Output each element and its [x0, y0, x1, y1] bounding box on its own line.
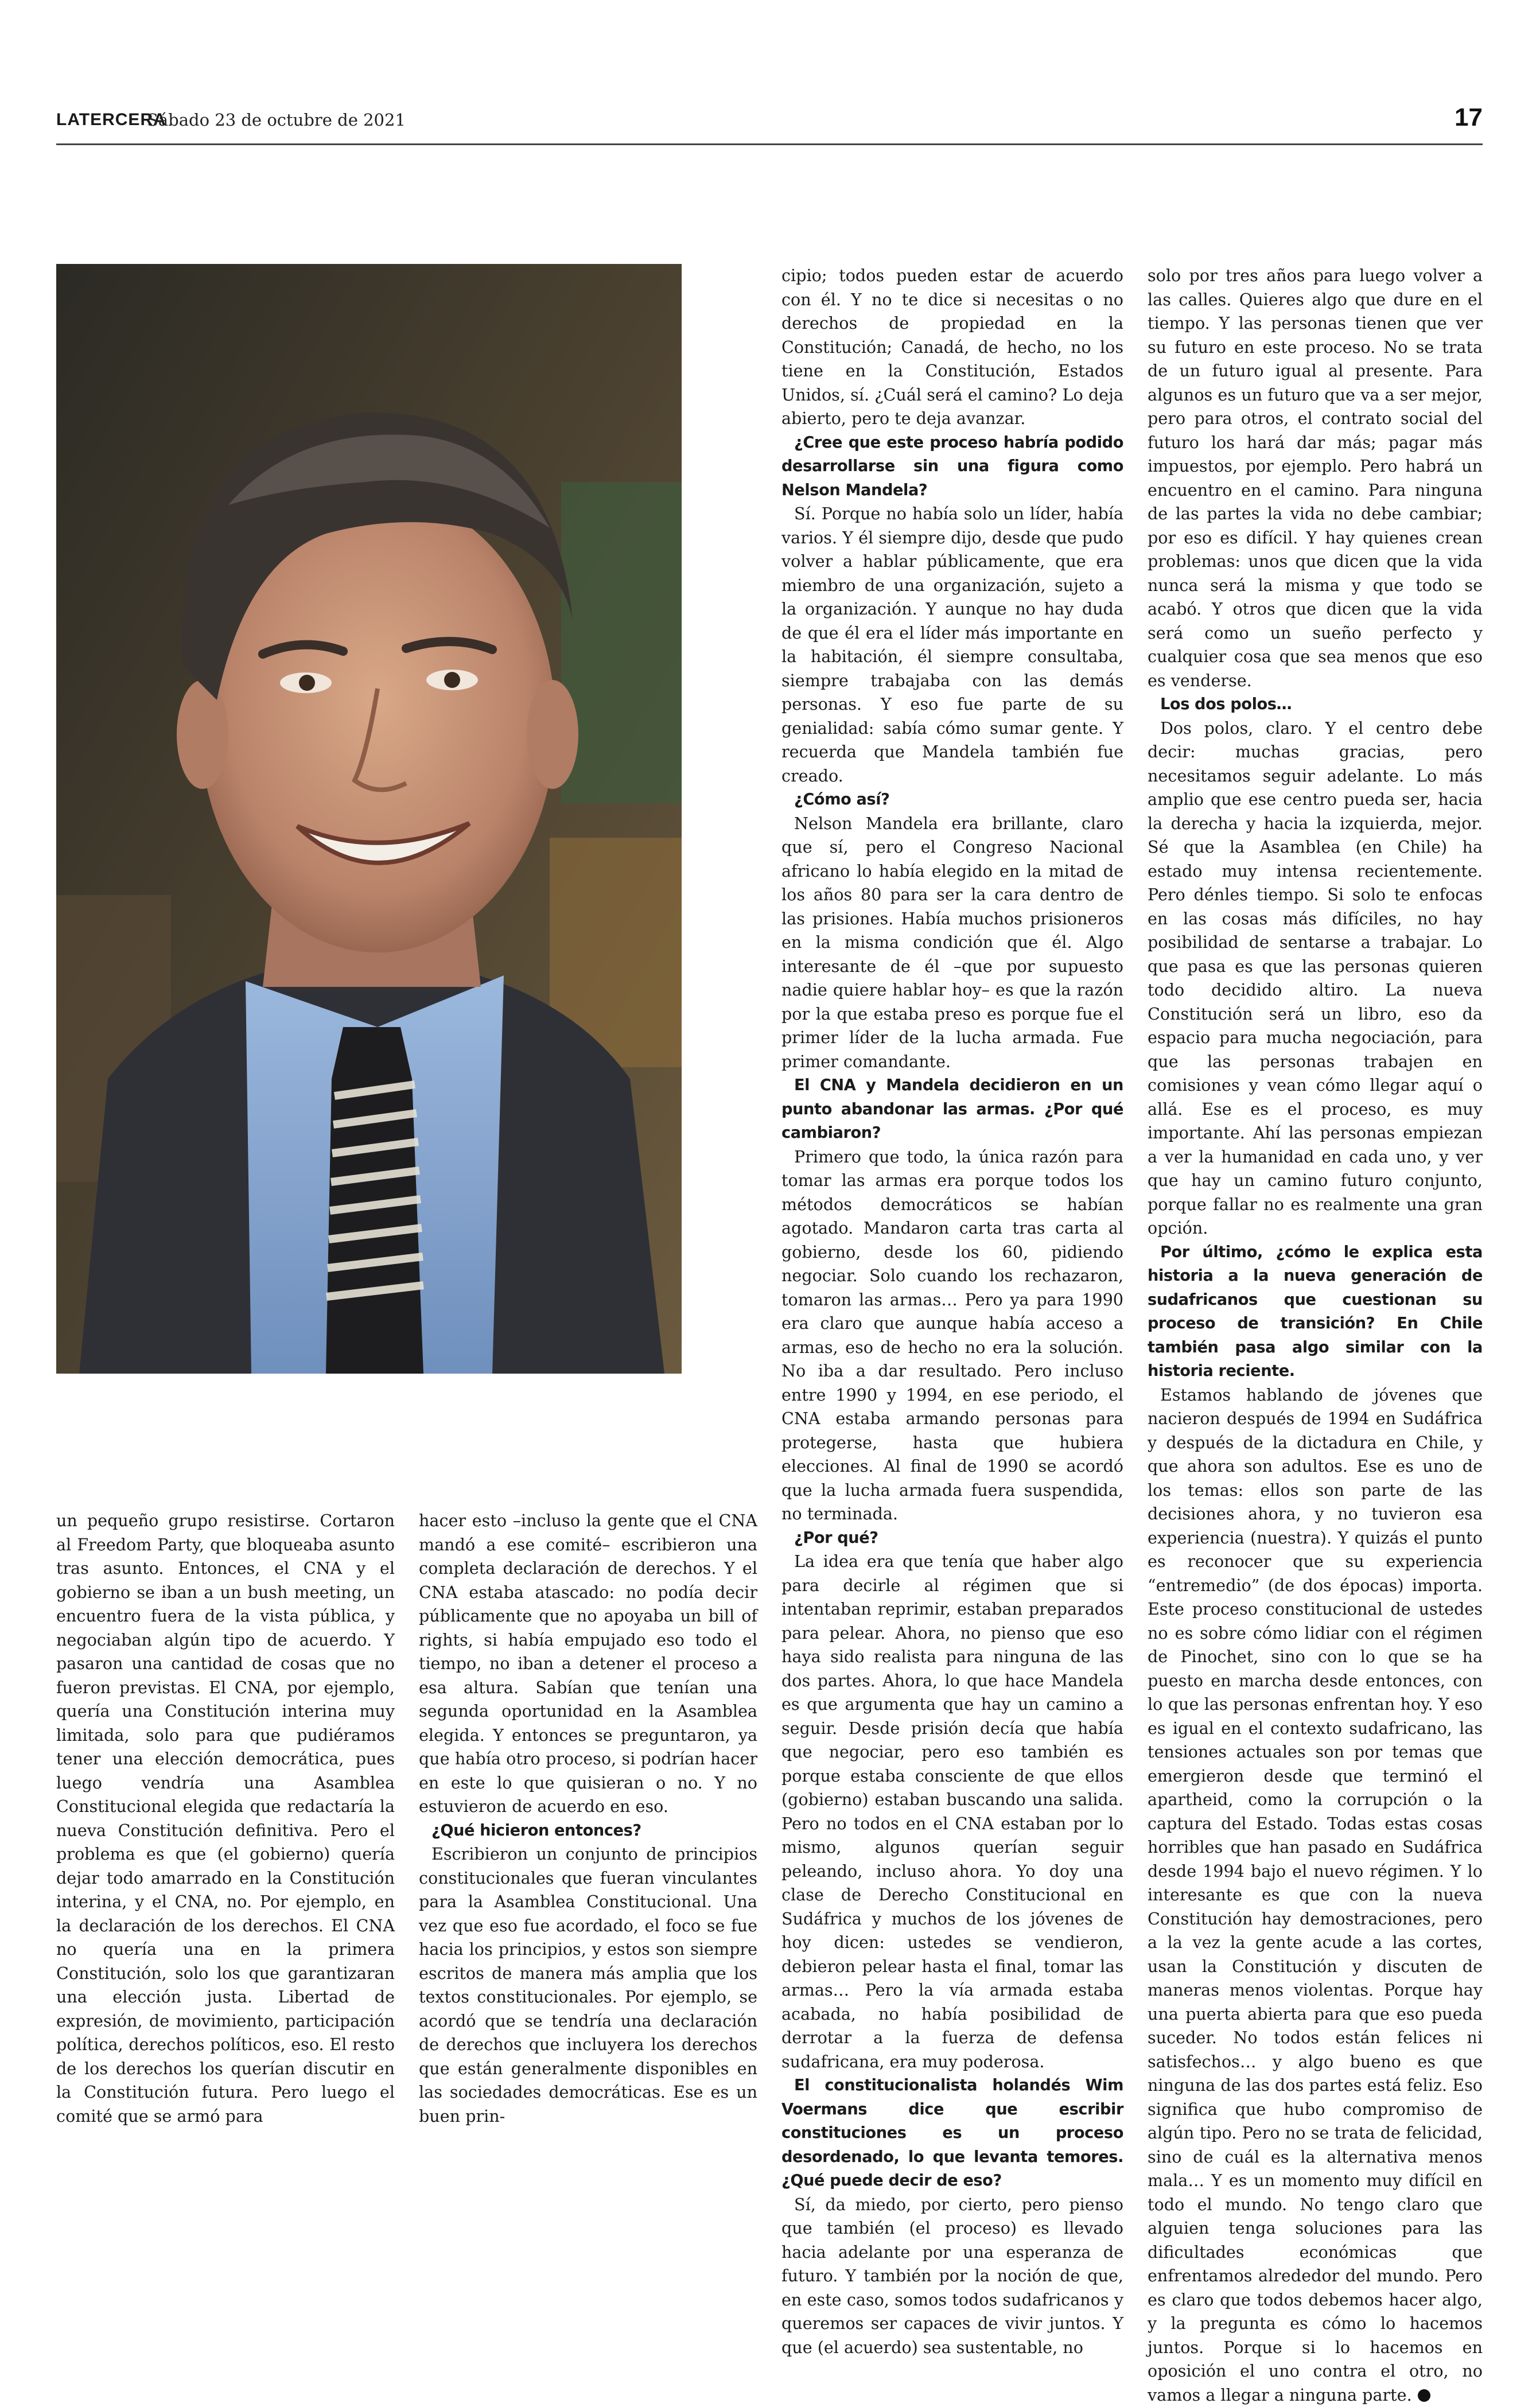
- article-column-1: [56, 1509, 395, 2128]
- page-number: 17: [1455, 103, 1483, 132]
- interview-answer: Estamos hablando de jóvenes que nacieron después de 1994 en Sudáfrica y después de la dictadura en Chile, y que ahora son adultos. Ese es uno de los temas: ellos son parte de las decisiones ahora, y no tuvieron esa experiencia (nuestra). Y quizás el punto es reconocer que su experiencia “entremedio” (de dos épocas) importa. Este proceso constitucional de ustedes no es sobre cómo lidiar con el régimen de Pinochet, sino con lo que se ha puesto en marcha desde entonces, con lo que las personas enfrentan hoy. Y eso es igual en el contexto sudafricano, las tensiones actuales son por temas que emergieron desde que terminó el apartheid, como la corrupción o la captura del Estado. Todas estas cosas horribles que han pasado en Sudáfrica desde 1994 bajo el nuevo régimen. Y lo interesante es que con la nueva Constitución hay demostraciones, pero a la vez la gente acude a las cortes, usan la Constitución y discuten de maneras menos violentas. Porque hay una puerta abierta para que eso pueda suceder. No todos están felices ni satisfechos… y algo bueno es que ninguna de las dos partes está feliz. Eso significa que hubo compromiso de algún tipo. Pero no se trata de felicidad, sino de cuál es la alternativa menos mala… Y es un momento muy difícil en todo el mundo. No tengo claro que alguien tenga soluciones para las dificultades económicas que enfrentamos alrededor del mundo. Pero es claro que todos debemos hacer algo, y la pregunta es cómo lo hacemos juntos. Porque si lo hacemos en oposición el uno contra el otro, no vamos a llegar a ninguna parte.: [1148, 1383, 1483, 2407]
- interview-question: ¿Qué hicieron entonces?: [419, 1819, 757, 1843]
- article-column-4: [1148, 264, 1483, 2407]
- article-column-2: [419, 1509, 757, 2128]
- page-header: [56, 107, 1483, 145]
- interview-question: El CNA y Mandela decidieron en un punto abandonar las armas. ¿Por qué cambiaron?: [781, 1074, 1123, 1145]
- interview-answer: Dos polos, claro. Y el centro debe decir: muchas gracias, pero necesitamos seguir adelante. Lo más amplio que ese centro pueda ser, hacia la derecha y hacia la izquierda, mejor. Sé que la Asamblea (en Chile) ha estado muy intensa recientemente. Pero dénles tiempo. Si solo te enfocas en las cosas más difíciles, no hay posibilidad de sentarse a trabajar. Lo que pasa es que las personas quieren todo decidido altiro. La nueva Constitución será un libro, eso da espacio para mucha negociación, para que las personas trabajen en comisiones y vean cómo llegar aquí o allá. Ese es el proceso, es muy importante. Ahí las personas empiezan a ver la humanidad en cada uno, y ver que hay un camino futuro conjunto, porque fallar no es realmente una gran opción.: [1148, 717, 1483, 1241]
- interview-answer: Escribieron un conjunto de principios constitucionales que fueran vinculantes para la Asamblea Constitucional. Una vez que eso fue acordado, el foco se fue hacia los principios, y estos son siempre escritos de manera más amplia que los textos constitucionales. Por ejemplo, se acordó que se tendría una declaración de derechos que incluyera los derechos que están generalmente disponibles en las sociedades democráticas. Ese es un buen prin-: [419, 1842, 757, 2128]
- interview-answer: Primero que todo, la única razón para tomar las armas era porque todos los métodos democráticos se habían agotado. Mandaron carta tras carta al gobierno, desde los 60, pidiendo negociar. Solo cuando los rechazaron, tomaron las armas… Pero ya para 1990 era claro que aunque había acceso a armas, eso de hecho no era la solución. No iba a dar resultado. Pero incluso entre 1990 y 1994, en ese periodo, el CNA estaba armando personas para protegerse, hasta que hubiera elecciones. Al final de 1990 se acordó que la lucha armada fuera suspendida, no terminada.: [781, 1145, 1123, 1526]
- article-column-3: [781, 264, 1123, 2359]
- portrait-illustration: [56, 264, 682, 1374]
- interview-answer: hacer esto –incluso la gente que el CNA mandó a ese comité– escribieron una completa declaración de derechos. Y el CNA estaba atascado: no podía decir públicamente que no apoyaba un bill of rights, si había empujado eso todo el tiempo, no iban a detener el proceso a esa altura. Sabían que tenían una segunda oportunidad en la Asamblea elegida. Y entonces se preguntaron, ya que había otro proceso, si podrían hacer en este lo que quisieran o no. Y no estuvieron de acuerdo en eso.: [419, 1509, 757, 1819]
- interview-question: Los dos polos…: [1148, 693, 1483, 717]
- interview-question: Por último, ¿cómo le explica esta historia a la nueva generación de sudafricanos que cuestionan su proceso de transición? En Chile también pasa algo similar con la historia reciente.: [1148, 1241, 1483, 1383]
- end-of-article-icon: [1418, 2389, 1430, 2402]
- interview-answer: cipio; todos pueden estar de acuerdo con él. Y no te dice si necesitas o no derechos de propiedad en la Constitución; Canadá, de hecho, no los tiene en la Constitución, Estados Unidos, sí. ¿Cuál será el camino? Lo deja abierto, pero te deja avanzar.: [781, 264, 1123, 431]
- interview-question: ¿Por qué?: [781, 1526, 1123, 1550]
- interview-answer: Sí. Porque no había solo un líder, había varios. Y él siempre dijo, desde que pudo volver a hablar públicamente, que era miembro de una organización, sujeto a la organización. Y aunque no hay duda de que él era el líder más importante en la habitación, él siempre consultaba, siempre trabajaba con las demás personas. Y eso fue parte de su genialidad: sabía cómo sumar gente. Y recuerda que Mandela también fue creado.: [781, 502, 1123, 788]
- interview-answer: un pequeño grupo resistirse. Cortaron al Freedom Party, que bloqueaba asunto tras asunto. Entonces, el CNA y el gobierno se iban a un bush meeting, un encuentro fuera de la vista pública, y negociaban algún tipo de acuerdo. Y pasaron una cantidad de cosas que no fueron previstas. El CNA, por ejemplo, quería una Constitución interina muy limitada, solo para que pudiéramos tener una elección democrática, pues luego vendría una Asamblea Constitucional elegida que redactaría la nueva Constitución definitiva. Pero el problema es que (el gobierno) quería dejar todo amarrado en la Constitución interina, y el CNA, no. Por ejemplo, en la declaración de los derechos. El CNA no quería una en la primera Constitución, solo los que garantizaran una elección justa. Libertad de expresión, de movimiento, participación política, derechos políticos, eso. El resto de los derechos los querían discutir en la Constitución futura. Pero luego el comité que se armó para: [56, 1509, 395, 2128]
- portrait-photo: [56, 264, 682, 1374]
- interview-answer: Sí, da miedo, por cierto, pero pienso que también (el proceso) es llevado hacia adelante por una esperanza de futuro. Y también por la noción de que, en este caso, somos todos sudafricanos y queremos ser capaces de vivir juntos. Y que (el acuerdo) sea sustentable, no: [781, 2193, 1123, 2360]
- issue-date: Sábado 23 de octubre de 2021: [147, 110, 406, 130]
- interview-answer: Nelson Mandela era brillante, claro que sí, pero el Congreso Nacional africano lo había elegido en la mitad de los años 80 para ser la cara dentro de las prisiones. Había muchos prisioneros en la misma condición que él. Algo interesante de él –que por supuesto nadie quiere hablar hoy– es que la razón por la que estaba preso es porque fue el primer líder de la lucha armada. Fue primer comandante.: [781, 812, 1123, 1074]
- interview-question: ¿Cree que este proceso habría podido desarrollarse sin una figura como Nelson Mandela?: [781, 431, 1123, 503]
- interview-question: ¿Cómo así?: [781, 788, 1123, 812]
- interview-answer: solo por tres años para luego volver a las calles. Quieres algo que dure en el tiempo. Y las personas tienen que ver su futuro en este proceso. No se trata de un futuro igual al presente. Para algunos es un futuro que va a ser mejor, pero para otros, el contrato social del futuro los hará dar más; pagar más impuestos, por ejemplo. Pero habrá un encuentro en el camino. Para ninguna de las partes la vida no debe cambiar; por eso es difícil. Y hay quienes crean problemas: unos que dicen que la vida nunca será la misma y que todo se acabó. Y otros que dicen que la vida será como un sueño perfecto y cualquier cosa que sea menos que eso es venderse.: [1148, 264, 1483, 693]
- interview-question: El constitucionalista holandés Wim Voermans dice que escribir constituciones es un proceso desordenado, lo que levanta temores. ¿Qué puede decir de eso?: [781, 2074, 1123, 2193]
- newspaper-brand: LATERCERA: [56, 110, 166, 130]
- interview-answer: La idea era que tenía que haber algo para decirle al régimen que si intentaban reprimir, estaban preparados para pelear. Ahora, no pienso que eso haya sido realista para ninguna de las dos partes. Ahora, lo que hace Mandela es que argumenta que hay un camino a seguir. Desde prisión decía que había que negociar, pero eso también es porque estaba consciente de que ellos (gobierno) estaban buscando una salida. Pero no todos en el CNA estaban por lo mismo, algunos querían seguir peleando, incluso ahora. Yo doy una clase de Derecho Constitucional en Sudáfrica y muchos de los jóvenes de hoy dicen: ustedes se vendieron, debieron pelear hasta el final, tomar las armas… Pero la vía armada estaba acabada, no había posibilidad de derrotar a la fuerza de defensa sudafricana, era muy poderosa.: [781, 1550, 1123, 2074]
